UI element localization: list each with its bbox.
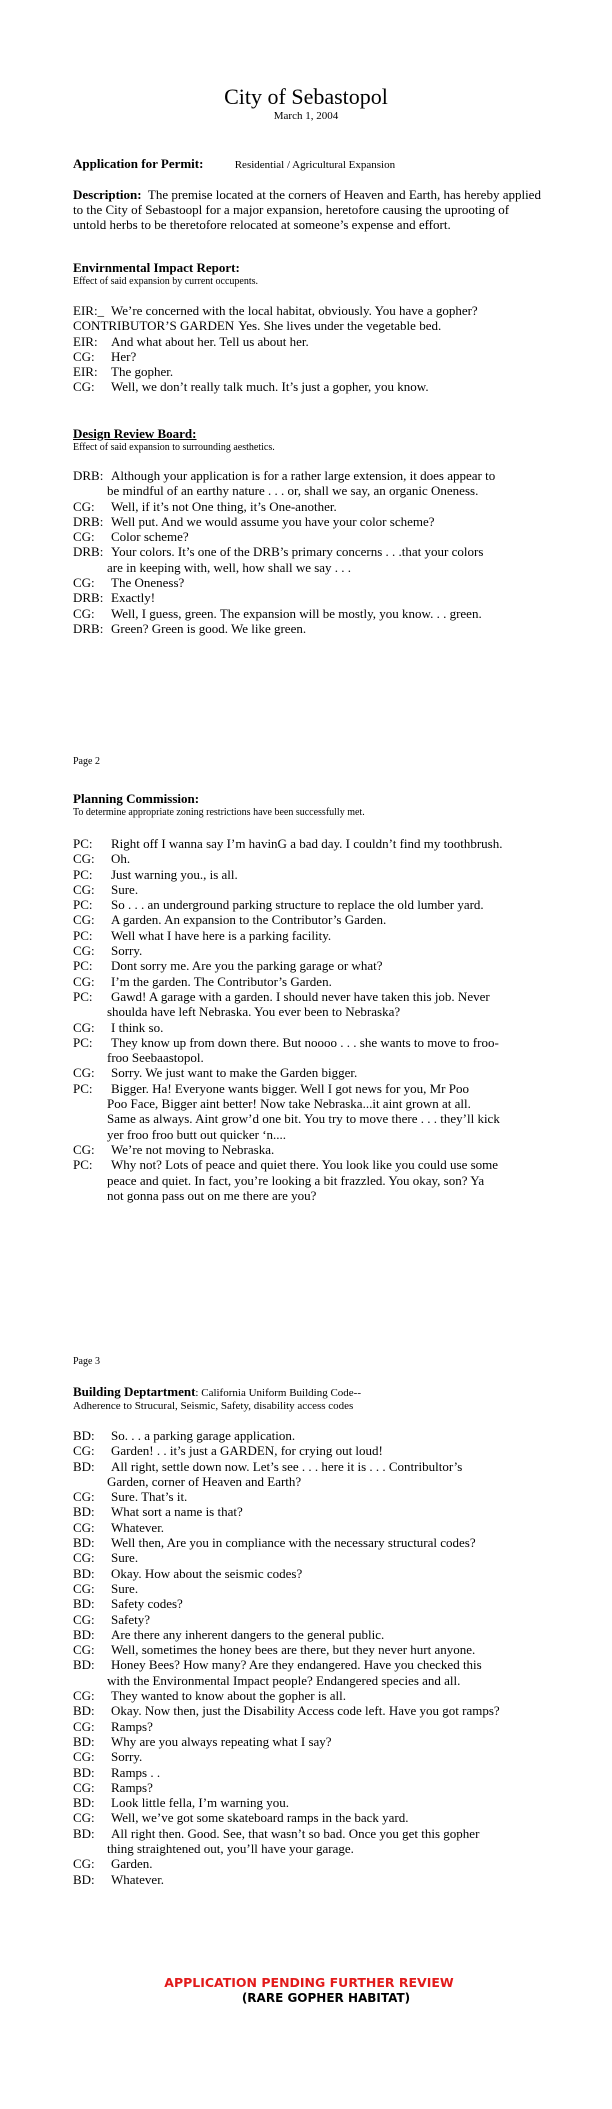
dialogue-line: [73, 1856, 553, 1871]
speaker-label: [73, 1127, 107, 1142]
speaker-label: PC:: [73, 1157, 93, 1173]
speaker-label: [73, 1004, 107, 1019]
line-text: We’re concerned with the local habitat, obviously. You have a gopher?: [111, 303, 478, 318]
dialogue-line: [73, 882, 553, 897]
dialogue-line: [73, 379, 553, 394]
line-text: Exactly!: [111, 590, 156, 606]
speaker-label: CG:: [73, 529, 95, 545]
dialogue-line: [73, 1142, 553, 1157]
dialogue-line: [73, 1673, 553, 1688]
speaker-label: CG:: [73, 1749, 95, 1765]
line-text: Ramps?: [111, 1779, 153, 1795]
dialogue-line: [73, 575, 553, 590]
line-text: Ramps?: [111, 1718, 153, 1734]
speaker-label: PC:: [73, 927, 93, 943]
speaker-label: BD:: [73, 1871, 95, 1887]
line-text: The Oneness?: [111, 575, 185, 591]
speaker-label: PC:: [73, 866, 93, 882]
line-text: Although your application is for a rather large extension, it does appear to: [111, 468, 496, 483]
speaker-label: CG:: [73, 348, 95, 364]
line-text: We’re not moving to Nebraska.: [111, 1141, 275, 1157]
line-text: peace and quiet. In fact, you’re looking a bit frazzled. You okay, son? Ya: [107, 1172, 485, 1188]
speaker-label: PC:: [73, 988, 93, 1004]
line-text: Well what I have here is a parking facility.: [111, 927, 332, 943]
building-dialogue: [73, 1428, 553, 1887]
line-text: So . . . an underground parking structure to replace the old lumber yard.: [111, 897, 484, 913]
speaker-label: CG:: [73, 575, 95, 591]
eir-heading: Envirnmental Impact Report:: [73, 260, 240, 275]
dialogue-line: [73, 1157, 553, 1172]
dialogue-line: [73, 468, 553, 483]
dialogue-line: [73, 499, 553, 514]
line-text: not gonna pass out on me there are you?: [107, 1187, 317, 1203]
line-text: with the Environmental Impact people? Endangered species and all.: [107, 1672, 461, 1688]
line-text: Sorry. We just want to make the Garden bigger.: [111, 1065, 358, 1081]
speaker-label: CG:: [73, 1443, 95, 1459]
gopher-habitat-note: (RARE GOPHER HABITAT): [241, 1991, 411, 2005]
line-text: Right off I wanna say I’m havinG a bad day. I couldn’t find my toothbrush.: [111, 836, 503, 851]
speaker-label: [73, 483, 107, 498]
dialogue-line: [73, 1826, 553, 1841]
line-text: All right, settle down now. Let’s see . . . here it is . . . Contribultor’s: [111, 1458, 463, 1474]
speaker-label: BD:: [73, 1565, 95, 1581]
dialogue-line: [73, 606, 553, 621]
dialogue-line: [73, 1780, 553, 1795]
line-text: yer froo froo butt out quicker ‘n....: [107, 1126, 287, 1142]
speaker-label: [73, 1474, 107, 1489]
speaker-label: CG:: [73, 1550, 95, 1566]
speaker-label: DRB:: [73, 620, 104, 636]
eir-dialogue: [73, 303, 553, 395]
building-heading: Building Deptartment: [73, 1384, 196, 1399]
dialogue-line: [73, 303, 553, 318]
eir-subheading: Effect of said expansion by current occupents.: [73, 276, 259, 287]
speaker-label: [73, 1673, 107, 1688]
document-title: City of Sebastopol: [224, 84, 388, 109]
dialogue-line: [73, 912, 553, 927]
speaker-label: CG:: [73, 1519, 95, 1535]
dialogue-line: [73, 1428, 553, 1443]
line-text: Garden! . . it’s just a GARDEN, for crying out loud!: [111, 1443, 383, 1459]
building-subheading: Adherence to Strucural, Seismic, Safety, disability access codes: [73, 1400, 354, 1412]
speaker-label: [73, 1096, 107, 1111]
dialogue-line: [73, 1081, 553, 1096]
speaker-label: EIR:_: [73, 303, 105, 318]
line-text: thing straightened out, you’ll have your garage.: [107, 1841, 354, 1857]
dialogue-line: [73, 943, 553, 958]
line-text: Green? Green is good. We like green.: [111, 620, 307, 636]
dialogue-line: [73, 867, 553, 882]
dialogue-line: [73, 514, 553, 529]
dialogue-line: [73, 1127, 553, 1142]
line-text: froo Seebaastopol.: [107, 1050, 204, 1066]
dialogue-line: [73, 1581, 553, 1596]
line-text: Are there any inherent dangers to the general public.: [111, 1626, 385, 1642]
line-text: They know up from down there. But noooo . . . she wants to move to froo-: [111, 1034, 499, 1050]
line-text: shoulda have left Nebraska. You ever been to Nebraska?: [107, 1004, 401, 1020]
line-text: Sure.: [111, 1550, 139, 1566]
line-text: be mindful of an earthy nature . . . or, shall we say, an organic Oneness.: [107, 483, 479, 499]
line-text: The gopher.: [111, 364, 174, 380]
dialogue-line: [73, 1020, 553, 1035]
line-text: All right then. Good. See, that wasn’t so bad. Once you get this gopher: [111, 1825, 480, 1841]
line-text: What sort a name is that?: [111, 1504, 243, 1520]
planning-section-header: [73, 791, 365, 818]
line-text: So. . . a parking garage application.: [111, 1428, 296, 1443]
speaker-label: EIR:: [73, 364, 98, 380]
line-text: Well then, Are you in compliance with the necessary structural codes?: [111, 1535, 476, 1551]
speaker-label: CG:: [73, 973, 95, 989]
dialogue-line: [73, 621, 553, 636]
description-label: Description:: [73, 187, 142, 202]
dialogue-line: [73, 928, 553, 943]
line-text: Well, I guess, green. The expansion will be mostly, you know. . . green.: [111, 605, 482, 621]
line-text: Okay. Now then, just the Disability Access code left. Have you got ramps?: [111, 1703, 500, 1719]
speaker-label: CG:: [73, 379, 95, 395]
line-text: Okay. How about the seismic codes?: [111, 1565, 303, 1581]
speaker-label: PC:: [73, 836, 93, 851]
speaker-label: CG:: [73, 1779, 95, 1795]
permit-label: Application for Permit:: [73, 156, 204, 171]
description-text: The premise located at the corners of Heaven and Earth, has hereby applied to the City of Sebastoopl for a major expansion, heretofore causing the uprooting of untold herbs to be theretofore relocated at someone’s expense and effort.: [73, 187, 541, 232]
dialogue-line: [73, 1734, 553, 1749]
dialogue-line: [73, 1004, 553, 1019]
speaker-label: CG:: [73, 498, 95, 514]
line-text: Look little fella, I’m warning you.: [111, 1795, 289, 1811]
speaker-label: CG:: [73, 1718, 95, 1734]
dialogue-line: [73, 1550, 553, 1565]
dialogue-line: [73, 364, 553, 379]
speaker-label: CG:: [73, 1856, 95, 1872]
permit-line: [73, 156, 395, 172]
dialogue-line: [73, 1520, 553, 1535]
dialogue-line: [73, 989, 553, 1004]
line-text: They wanted to know about the gopher is all.: [111, 1688, 347, 1704]
speaker-label: EIR:: [73, 333, 98, 349]
speaker-label: PC:: [73, 958, 93, 974]
dialogue-line: [73, 1459, 553, 1474]
dialogue-line: [73, 1765, 553, 1780]
dialogue-line: [73, 1627, 553, 1642]
line-text: I’m the garden. The Contributor’s Garden.: [111, 973, 332, 989]
line-text: Gawd! A garage with a garden. I should never have taken this job. Never: [111, 988, 490, 1004]
dialogue-line: [73, 529, 553, 544]
dialogue-line: [73, 1035, 553, 1050]
speaker-label: BD:: [73, 1596, 95, 1612]
dialogue-line: [73, 1111, 553, 1126]
line-text: Whatever.: [111, 1871, 165, 1887]
dialogue-line: [73, 483, 553, 498]
speaker-label: CG:: [73, 605, 95, 621]
speaker-label: CG:: [73, 1688, 95, 1704]
line-text: Dont sorry me. Are you the parking garage or what?: [111, 958, 383, 974]
building-section-header: [73, 1384, 361, 1412]
dialogue-line: [73, 1795, 553, 1810]
dialogue-line: [73, 1050, 553, 1065]
line-text: Same as always. Aint grow’d one bit. You try to move there . . . they’ll kick: [107, 1111, 500, 1127]
dialogue-line: [73, 1749, 553, 1764]
pending-review-stamp: APPLICATION PENDING FURTHER REVIEW: [164, 1975, 454, 1990]
line-text: I think so.: [111, 1019, 164, 1035]
dialogue-line: [73, 836, 553, 851]
building-heading-rest: : California Uniform Building Code--: [195, 1387, 362, 1399]
speaker-label: PC:: [73, 1034, 93, 1050]
dialogue-line: [73, 1535, 553, 1550]
dialogue-line: [73, 1719, 553, 1734]
speaker-label: BD:: [73, 1733, 95, 1749]
drb-heading: Design Review Board:: [73, 426, 197, 441]
dialogue-line: [73, 1841, 553, 1856]
line-text: Garden, corner of Heaven and Earth?: [107, 1473, 302, 1489]
document-date: March 1, 2004: [273, 110, 339, 122]
line-text: Bigger. Ha! Everyone wants bigger. Well I got news for you, Mr Poo: [111, 1080, 469, 1096]
speaker-label: [73, 1050, 107, 1065]
speaker-label: DRB:: [73, 468, 104, 483]
line-text: Why are you always repeating what I say?: [111, 1733, 332, 1749]
dialogue-line: [73, 1096, 553, 1111]
dialogue-line: [73, 1489, 553, 1504]
speaker-label: DRB:: [73, 590, 104, 606]
line-text: Yes. She lives under the vegetable bed.: [238, 318, 442, 334]
line-text: Sorry.: [111, 1749, 143, 1765]
page-3-label: Page 3: [73, 1356, 100, 1367]
dialogue-line: [73, 851, 553, 866]
dialogue-line: [73, 1872, 553, 1887]
speaker-label: CG:: [73, 1580, 95, 1596]
line-text: Well, we’ve got some skateboard ramps in the back yard.: [111, 1810, 409, 1826]
line-text: Poo Face, Bigger aint better! Now take Nebraska...it aint grown at all.: [107, 1096, 471, 1112]
speaker-label: BD:: [73, 1764, 95, 1780]
drb-dialogue: [73, 468, 553, 636]
speaker-label: CG:: [73, 943, 95, 959]
line-text: Sure.: [111, 881, 139, 897]
speaker-label: [73, 1188, 107, 1203]
speaker-label: CG:: [73, 1065, 95, 1081]
speaker-label: BD:: [73, 1535, 95, 1551]
speaker-label: CG:: [73, 1019, 95, 1035]
line-text: Sorry.: [111, 943, 143, 959]
dialogue-line: [73, 1612, 553, 1627]
line-text: Honey Bees? How many? Are they endangered. Have you checked this: [111, 1657, 482, 1673]
permit-value: Residential / Agricultural Expansion: [234, 159, 396, 171]
dialogue-line: [73, 1688, 553, 1703]
dialogue-line: [73, 1703, 553, 1718]
speaker-label: BD:: [73, 1626, 95, 1642]
line-text: Well, sometimes the honey bees are there, but they never hurt anyone.: [111, 1642, 476, 1658]
line-text: Why not? Lots of peace and quiet there. You look like you could use some: [111, 1157, 499, 1173]
speaker-label: [73, 1173, 107, 1188]
speaker-label: CG:: [73, 1141, 95, 1157]
line-text: Safety codes?: [111, 1596, 183, 1612]
dialogue-line: [73, 974, 553, 989]
dialogue-line: [73, 1810, 553, 1825]
dialogue-line: [73, 1065, 553, 1080]
dialogue-line: [73, 958, 553, 973]
line-text: Safety?: [111, 1611, 150, 1627]
dialogue-line: [73, 1443, 553, 1458]
dialogue-line: [73, 349, 553, 364]
line-text: Oh.: [111, 851, 131, 867]
speaker-label: BD:: [73, 1428, 95, 1443]
speaker-label: BD:: [73, 1504, 95, 1520]
dialogue-line: [73, 1474, 553, 1489]
drb-subheading: Effect of said expansion to surrounding aesthetics.: [73, 442, 275, 453]
line-text: Ramps . .: [111, 1764, 161, 1780]
dialogue-line: [73, 590, 553, 605]
dialogue-line: [73, 1566, 553, 1581]
eir-section-header: [73, 260, 258, 287]
speaker-label: CONTRIBUTOR’S GARDEN: [73, 318, 235, 334]
line-text: Whatever.: [111, 1519, 165, 1535]
dialogue-line: [73, 544, 553, 559]
speaker-label: PC:: [73, 1080, 93, 1096]
line-text: Well put. And we would assume you have your color scheme?: [111, 513, 435, 529]
speaker-label: [73, 1841, 107, 1856]
line-text: are in keeping with, well, how shall we say . . .: [107, 559, 352, 575]
dialogue-line: [73, 334, 553, 349]
dialogue-line: [73, 897, 553, 912]
line-text: Color scheme?: [111, 529, 189, 545]
line-text: And what about her. Tell us about her.: [111, 333, 309, 349]
speaker-label: PC:: [73, 897, 93, 913]
line-text: Well, we don’t really talk much. It’s just a gopher, you know.: [111, 379, 429, 395]
line-text: Well, if it’s not One thing, it’s One-another.: [111, 498, 337, 514]
dialogue-line: [73, 1657, 553, 1672]
speaker-label: CG:: [73, 1810, 95, 1826]
speaker-label: BD:: [73, 1458, 95, 1474]
dialogue-line: [73, 1188, 553, 1203]
speaker-label: CG:: [73, 912, 95, 928]
speaker-label: DRB:: [73, 513, 104, 529]
planning-heading: Planning Commission:: [73, 791, 200, 806]
line-text: Sure. That’s it.: [111, 1489, 188, 1505]
line-text: A garden. An expansion to the Contributor’s Garden.: [111, 912, 387, 928]
dialogue-line: [73, 1596, 553, 1611]
speaker-label: BD:: [73, 1795, 95, 1811]
speaker-label: [73, 560, 107, 575]
line-text: Just warning you., is all.: [111, 866, 238, 882]
drb-section-header: [73, 426, 275, 453]
speaker-label: CG:: [73, 851, 95, 867]
line-text: Sure.: [111, 1580, 139, 1596]
description-paragraph: [73, 187, 543, 232]
speaker-label: DRB:: [73, 544, 104, 560]
speaker-label: BD:: [73, 1703, 95, 1719]
page-2-label: Page 2: [73, 756, 100, 767]
speaker-label: CG:: [73, 1489, 95, 1505]
speaker-label: [73, 1111, 107, 1126]
speaker-label: BD:: [73, 1657, 95, 1673]
dialogue-line: [73, 560, 553, 575]
speaker-label: CG:: [73, 1642, 95, 1658]
planning-dialogue: [73, 836, 553, 1203]
line-text: Your colors. It’s one of the DRB’s primary concerns . . .that your colors: [111, 544, 484, 560]
planning-subheading: To determine appropriate zoning restrictions have been successfully met.: [73, 807, 365, 818]
dialogue-line: [73, 1173, 553, 1188]
line-text: Her?: [111, 348, 137, 364]
speaker-label: CG:: [73, 1611, 95, 1627]
line-text: Garden.: [111, 1856, 153, 1872]
dialogue-line: [73, 1504, 553, 1519]
dialogue-line: [73, 1642, 553, 1657]
speaker-label: CG:: [73, 881, 95, 897]
speaker-label: BD:: [73, 1825, 95, 1841]
dialogue-line: [73, 318, 553, 333]
